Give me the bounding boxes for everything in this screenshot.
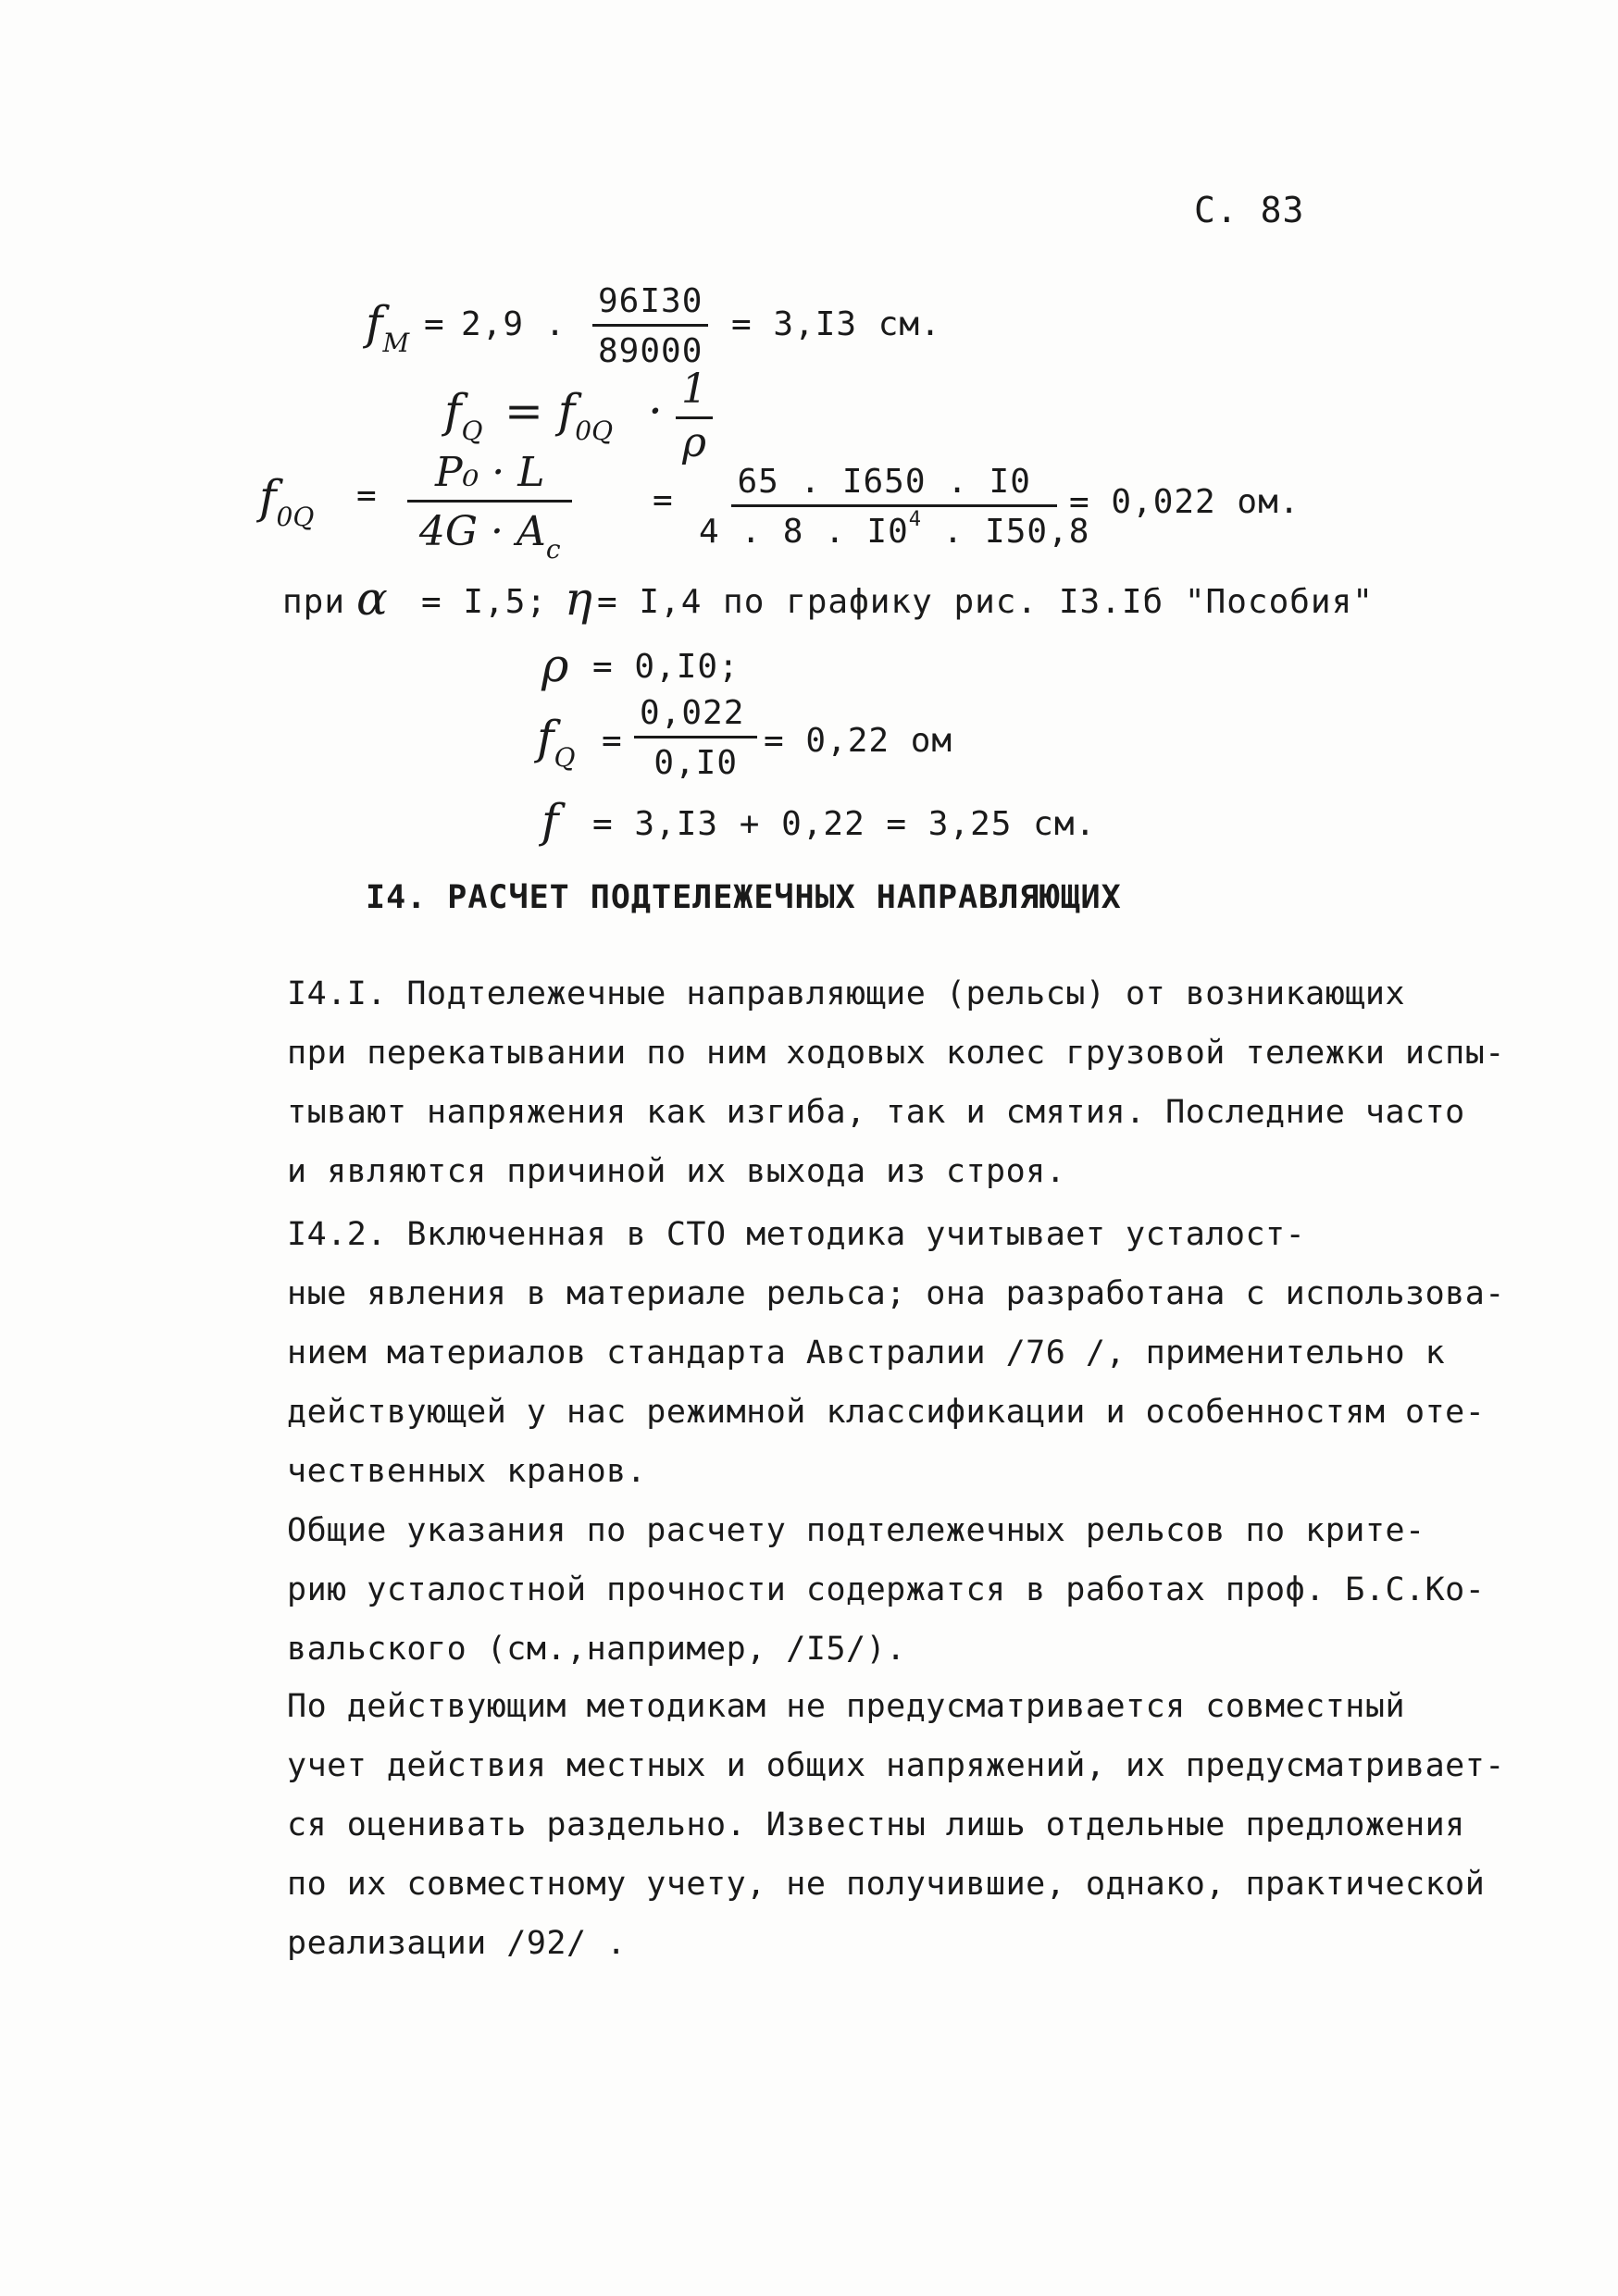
formula-foq-numeric-numerator: 65 . I650 . I0 bbox=[731, 463, 1056, 507]
text-line: тывают напряжения как изгиба, так и смятия. Последние часто bbox=[287, 1094, 1465, 1131]
text-line: Общие указания по расчету подтележечных рельсов по крите- bbox=[287, 1512, 1425, 1549]
text-line: ся оценивать раздельно. Известны лишь отдельные предложения bbox=[287, 1806, 1465, 1843]
text-line: I4.I. Подтележечные направляющие (рельсы) от возникающих bbox=[287, 975, 1406, 1012]
formula-fq-value-lhs: $f_Q$ bbox=[537, 711, 576, 773]
text-line: и являются причиной их выхода из строя. bbox=[287, 1153, 1066, 1190]
condition-eta: η bbox=[565, 572, 592, 626]
formula-rho-value: = 0,I0; bbox=[592, 648, 740, 686]
condition-alpha: α bbox=[356, 572, 388, 626]
formula-fq-value-numerator: 0,022 bbox=[634, 694, 757, 738]
text-line: по их совместному учету, не получившие, однако, практической bbox=[287, 1866, 1486, 1903]
formula-fq-numerator: 1 bbox=[676, 366, 713, 419]
formula-fm-numerator: 96I30 bbox=[592, 282, 708, 327]
formula-foq-symbolic-numerator: P₀ · L bbox=[407, 449, 572, 503]
formula-foq-symbolic-denominator: $4G \cdot A_c$ bbox=[418, 508, 561, 565]
formula-fq-value-result: = 0,22 ом bbox=[764, 722, 953, 760]
formula-foq-numeric-denominator: 4 . 8 . $I0^4$ . I50,8 bbox=[699, 508, 1090, 551]
formula-fm-fraction bbox=[592, 282, 708, 370]
text-line: вальского (см.,например, /I5/). bbox=[287, 1631, 906, 1668]
formula-f-total-lhs: f bbox=[541, 794, 559, 848]
paragraph-14-2 bbox=[287, 1205, 1505, 1501]
formula-fq-dot: · bbox=[648, 384, 663, 438]
formula-foq-result: = 0,022 ом. bbox=[1069, 483, 1301, 521]
formula-f-total-value: = 3,I3 + 0,22 = 3,25 см. bbox=[592, 805, 1097, 843]
text-line: нием материалов стандарта Австралии /76 /, применительно к bbox=[287, 1334, 1446, 1371]
page-number: С. 83 bbox=[1194, 190, 1305, 230]
formula-fm-eq: = bbox=[424, 305, 445, 343]
paragraph-14-1 bbox=[287, 964, 1505, 1201]
formula-fm-result: = 3,I3 см. bbox=[731, 305, 941, 343]
formula-fq-rhs: = $f_{0Q}$ bbox=[504, 384, 614, 446]
formula-fm-coef: 2,9 . bbox=[461, 305, 566, 343]
formula-fm-lhs: $f_M$ bbox=[366, 296, 410, 358]
formula-rho-lhs: ρ bbox=[541, 639, 569, 692]
formula-foq-lhs: $f_{0Q}$ bbox=[259, 470, 315, 532]
text-line: ные явления в материале рельса; она разработана с использова- bbox=[287, 1275, 1505, 1312]
text-line: По действующим методикам не предусматривается совместный bbox=[287, 1688, 1406, 1725]
formula-fq-denominator: ρ bbox=[682, 419, 706, 466]
paragraph-current-methods bbox=[287, 1677, 1505, 1973]
text-line: действующей у нас режимной классификации и особенностям оте- bbox=[287, 1394, 1486, 1431]
text-line: рию усталостной прочности содержатся в работах проф. Б.С.Ко- bbox=[287, 1571, 1486, 1608]
formula-foq-eq2: = bbox=[653, 481, 674, 519]
text-line: учет действия местных и общих напряжений, их предусматривает- bbox=[287, 1747, 1505, 1784]
formula-foq-numeric-fraction bbox=[699, 463, 1089, 551]
text-line: I4.2. Включенная в СТО методика учитывает усталост- bbox=[287, 1216, 1306, 1253]
condition-prefix: при bbox=[282, 583, 346, 621]
formula-foq-symbolic-fraction bbox=[407, 449, 572, 565]
section-heading: I4. РАСЧЕТ ПОДТЕЛЕЖЕЧНЫХ НАПРАВЛЯЮЩИХ bbox=[366, 879, 1122, 916]
condition-eta-value: = I,4 по графику рис. I3.Iб "Пособия" bbox=[597, 583, 1374, 621]
text-line: чественных кранов. bbox=[287, 1453, 647, 1490]
formula-fq-fraction bbox=[676, 366, 713, 466]
formula-fq-value-fraction bbox=[634, 694, 757, 782]
formula-fq-value-eq: = bbox=[602, 722, 623, 760]
formula-fq-lhs: $f_Q$ bbox=[444, 384, 483, 446]
formula-fq-value-denominator: 0,I0 bbox=[653, 744, 739, 782]
text-line: при перекатывании по ним ходовых колес грузовой тележки испы- bbox=[287, 1035, 1505, 1072]
text-line: реализации /92/ . bbox=[287, 1925, 627, 1962]
paragraph-general-guidance bbox=[287, 1501, 1486, 1679]
condition-alpha-value: = I,5; bbox=[421, 583, 548, 621]
formula-fm-denominator: 89000 bbox=[598, 332, 703, 370]
formula-foq-eq: = bbox=[356, 477, 378, 515]
